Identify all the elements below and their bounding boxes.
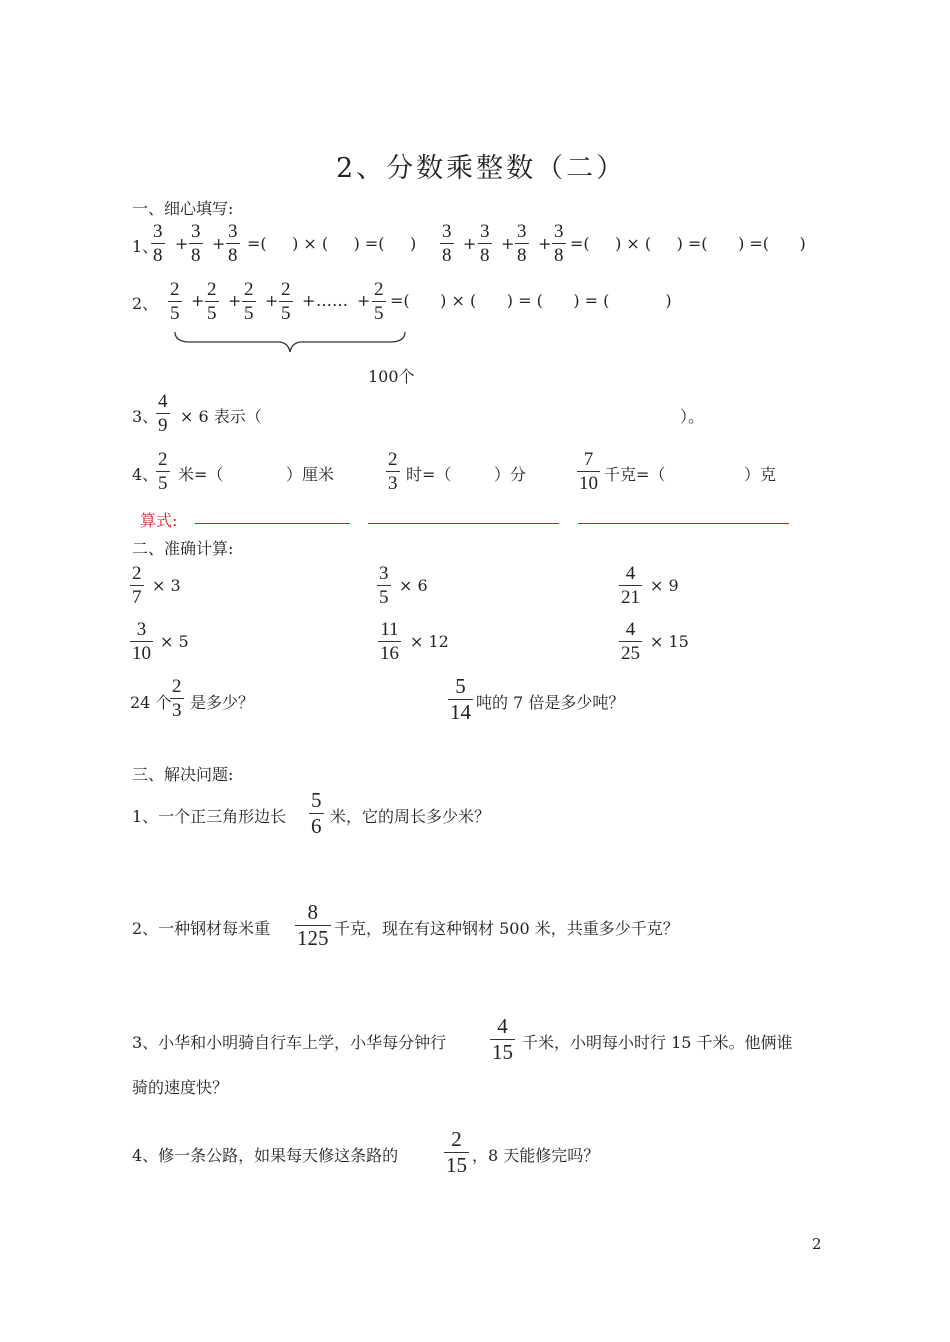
calc-operator: × 6 xyxy=(399,576,428,595)
section1-heading: 一、细心填写: xyxy=(132,199,234,218)
problem2-fraction: $\frac{8}{125}$ xyxy=(297,900,329,950)
q4b-fraction: $\frac{2}{3}$ xyxy=(388,449,398,494)
q3-end: ）。 xyxy=(680,407,705,426)
q1-fraction: $\frac{3}{8}$ xyxy=(228,221,238,266)
q3-text: × 6 表示（ xyxy=(180,407,262,426)
problem1-fraction: $\frac{5}{6}$ xyxy=(311,788,322,838)
q1-blanks-b: =( ) × ( ) =( ) =( ) xyxy=(570,234,806,253)
section2-heading: 二、准确计算: xyxy=(132,539,234,558)
q3-label: 3、 xyxy=(132,407,159,426)
calc-fraction: $\frac{4}{21}$ xyxy=(621,563,640,608)
calc-operator: × 3 xyxy=(152,576,181,595)
q2-plus: + xyxy=(302,291,316,310)
problem2-post: 千克，现在有这种钢材 500 米，共重多少千克？ xyxy=(334,919,679,938)
problem3-post: 千米，小明每小时行 15 千米。他俩谁 xyxy=(522,1033,793,1052)
q1-blanks-a: =( ) × ( ) =( ) xyxy=(247,234,417,253)
q2-label: 2、 xyxy=(132,294,159,313)
problem3-fraction: $\frac{4}{15}$ xyxy=(492,1014,513,1064)
calc-operator: × 5 xyxy=(160,632,189,651)
q4a-right: ）厘米 xyxy=(286,465,335,484)
problem3-line2: 骑的速度快？ xyxy=(132,1078,229,1097)
q1-fraction: $\frac{3}{8}$ xyxy=(191,221,201,266)
q2-plus: + xyxy=(265,291,279,310)
q2-blanks: =( ) × ( ) = ( ) = ( ) xyxy=(390,291,672,310)
q1-fraction: $\frac{3}{8}$ xyxy=(480,221,490,266)
problem2-pre: 2、一种钢材每米重 xyxy=(132,919,271,938)
answer-line xyxy=(368,523,559,524)
word1-post: 是多少？ xyxy=(190,693,255,712)
q2-plus: + xyxy=(228,291,242,310)
curly-brace-icon xyxy=(170,330,410,356)
q2-fraction: $\frac{2}{5}$ xyxy=(170,279,180,324)
q4-label: 4、 xyxy=(132,465,159,484)
q2-fraction: $\frac{2}{5}$ xyxy=(244,279,254,324)
q1-plus: + xyxy=(463,234,477,253)
answer-line xyxy=(578,523,789,524)
q1-label: 1、 xyxy=(132,237,159,256)
calc-fraction: $\frac{11}{16}$ xyxy=(380,619,399,664)
answer-line xyxy=(195,523,350,524)
calc-operator: × 12 xyxy=(410,632,449,651)
q1-fraction: $\frac{3}{8}$ xyxy=(153,221,163,266)
q1-plus: + xyxy=(175,234,189,253)
calc-fraction: $\frac{4}{25}$ xyxy=(621,619,640,664)
problem3-pre: 3、小华和小明骑自行车上学，小华每分钟行 xyxy=(132,1033,447,1052)
q1-fraction: $\frac{3}{8}$ xyxy=(442,221,452,266)
q4c-fraction: $\frac{7}{10}$ xyxy=(579,449,598,494)
problem4-post: ，8 天能修完吗？ xyxy=(472,1146,600,1165)
problem1-post: 米，它的周长多少米？ xyxy=(330,807,491,826)
q4b-right: ）分 xyxy=(494,465,527,484)
q2-brace-label: 100个 xyxy=(368,367,415,386)
q1-fraction: $\frac{3}{8}$ xyxy=(517,221,527,266)
problem1-pre: 1、一个正三角形边长 xyxy=(132,807,287,826)
q2-ellipsis: …… xyxy=(316,291,348,310)
calc-fraction: $\frac{3}{5}$ xyxy=(379,563,389,608)
q4c-right: ）克 xyxy=(744,465,777,484)
word1-fraction: $\frac{2}{3}$ xyxy=(172,676,182,721)
calc-fraction: $\frac{3}{10}$ xyxy=(132,619,151,664)
calc-fraction: $\frac{2}{7}$ xyxy=(132,563,142,608)
q4c-left: 千克=（ xyxy=(604,465,666,484)
q3-fraction: $\frac{4}{9}$ xyxy=(158,391,168,436)
q2-plus: + xyxy=(191,291,205,310)
problem4-pre: 4、修一条公路，如果每天修这条路的 xyxy=(132,1146,399,1165)
word2-post: 吨的 7 倍是多少吨？ xyxy=(476,693,625,712)
q1-plus: + xyxy=(538,234,552,253)
q2-fraction: $\frac{2}{5}$ xyxy=(207,279,217,324)
q2-fraction: $\frac{2}{5}$ xyxy=(374,279,384,324)
q4a-left: 米=（ xyxy=(178,465,224,484)
formula-label: 算式: xyxy=(140,511,178,530)
page-title: 2、分数乘整数（二） xyxy=(336,153,627,184)
word2-fraction: $\frac{5}{14}$ xyxy=(450,674,471,724)
q4b-left: 时=（ xyxy=(406,465,452,484)
q1-fraction: $\frac{3}{8}$ xyxy=(554,221,564,266)
problem4-fraction: $\frac{2}{15}$ xyxy=(446,1127,467,1177)
q2-plus: + xyxy=(357,291,371,310)
word1-pre: 24 个 xyxy=(130,693,172,712)
q4a-fraction: $\frac{2}{5}$ xyxy=(158,449,168,494)
section3-heading: 三、解决问题: xyxy=(132,765,234,784)
page-number: 2 xyxy=(812,1235,822,1253)
calc-operator: × 9 xyxy=(650,576,679,595)
q1-plus: + xyxy=(212,234,226,253)
q2-fraction: $\frac{2}{5}$ xyxy=(281,279,291,324)
calc-operator: × 15 xyxy=(650,632,689,651)
q1-plus: + xyxy=(501,234,515,253)
